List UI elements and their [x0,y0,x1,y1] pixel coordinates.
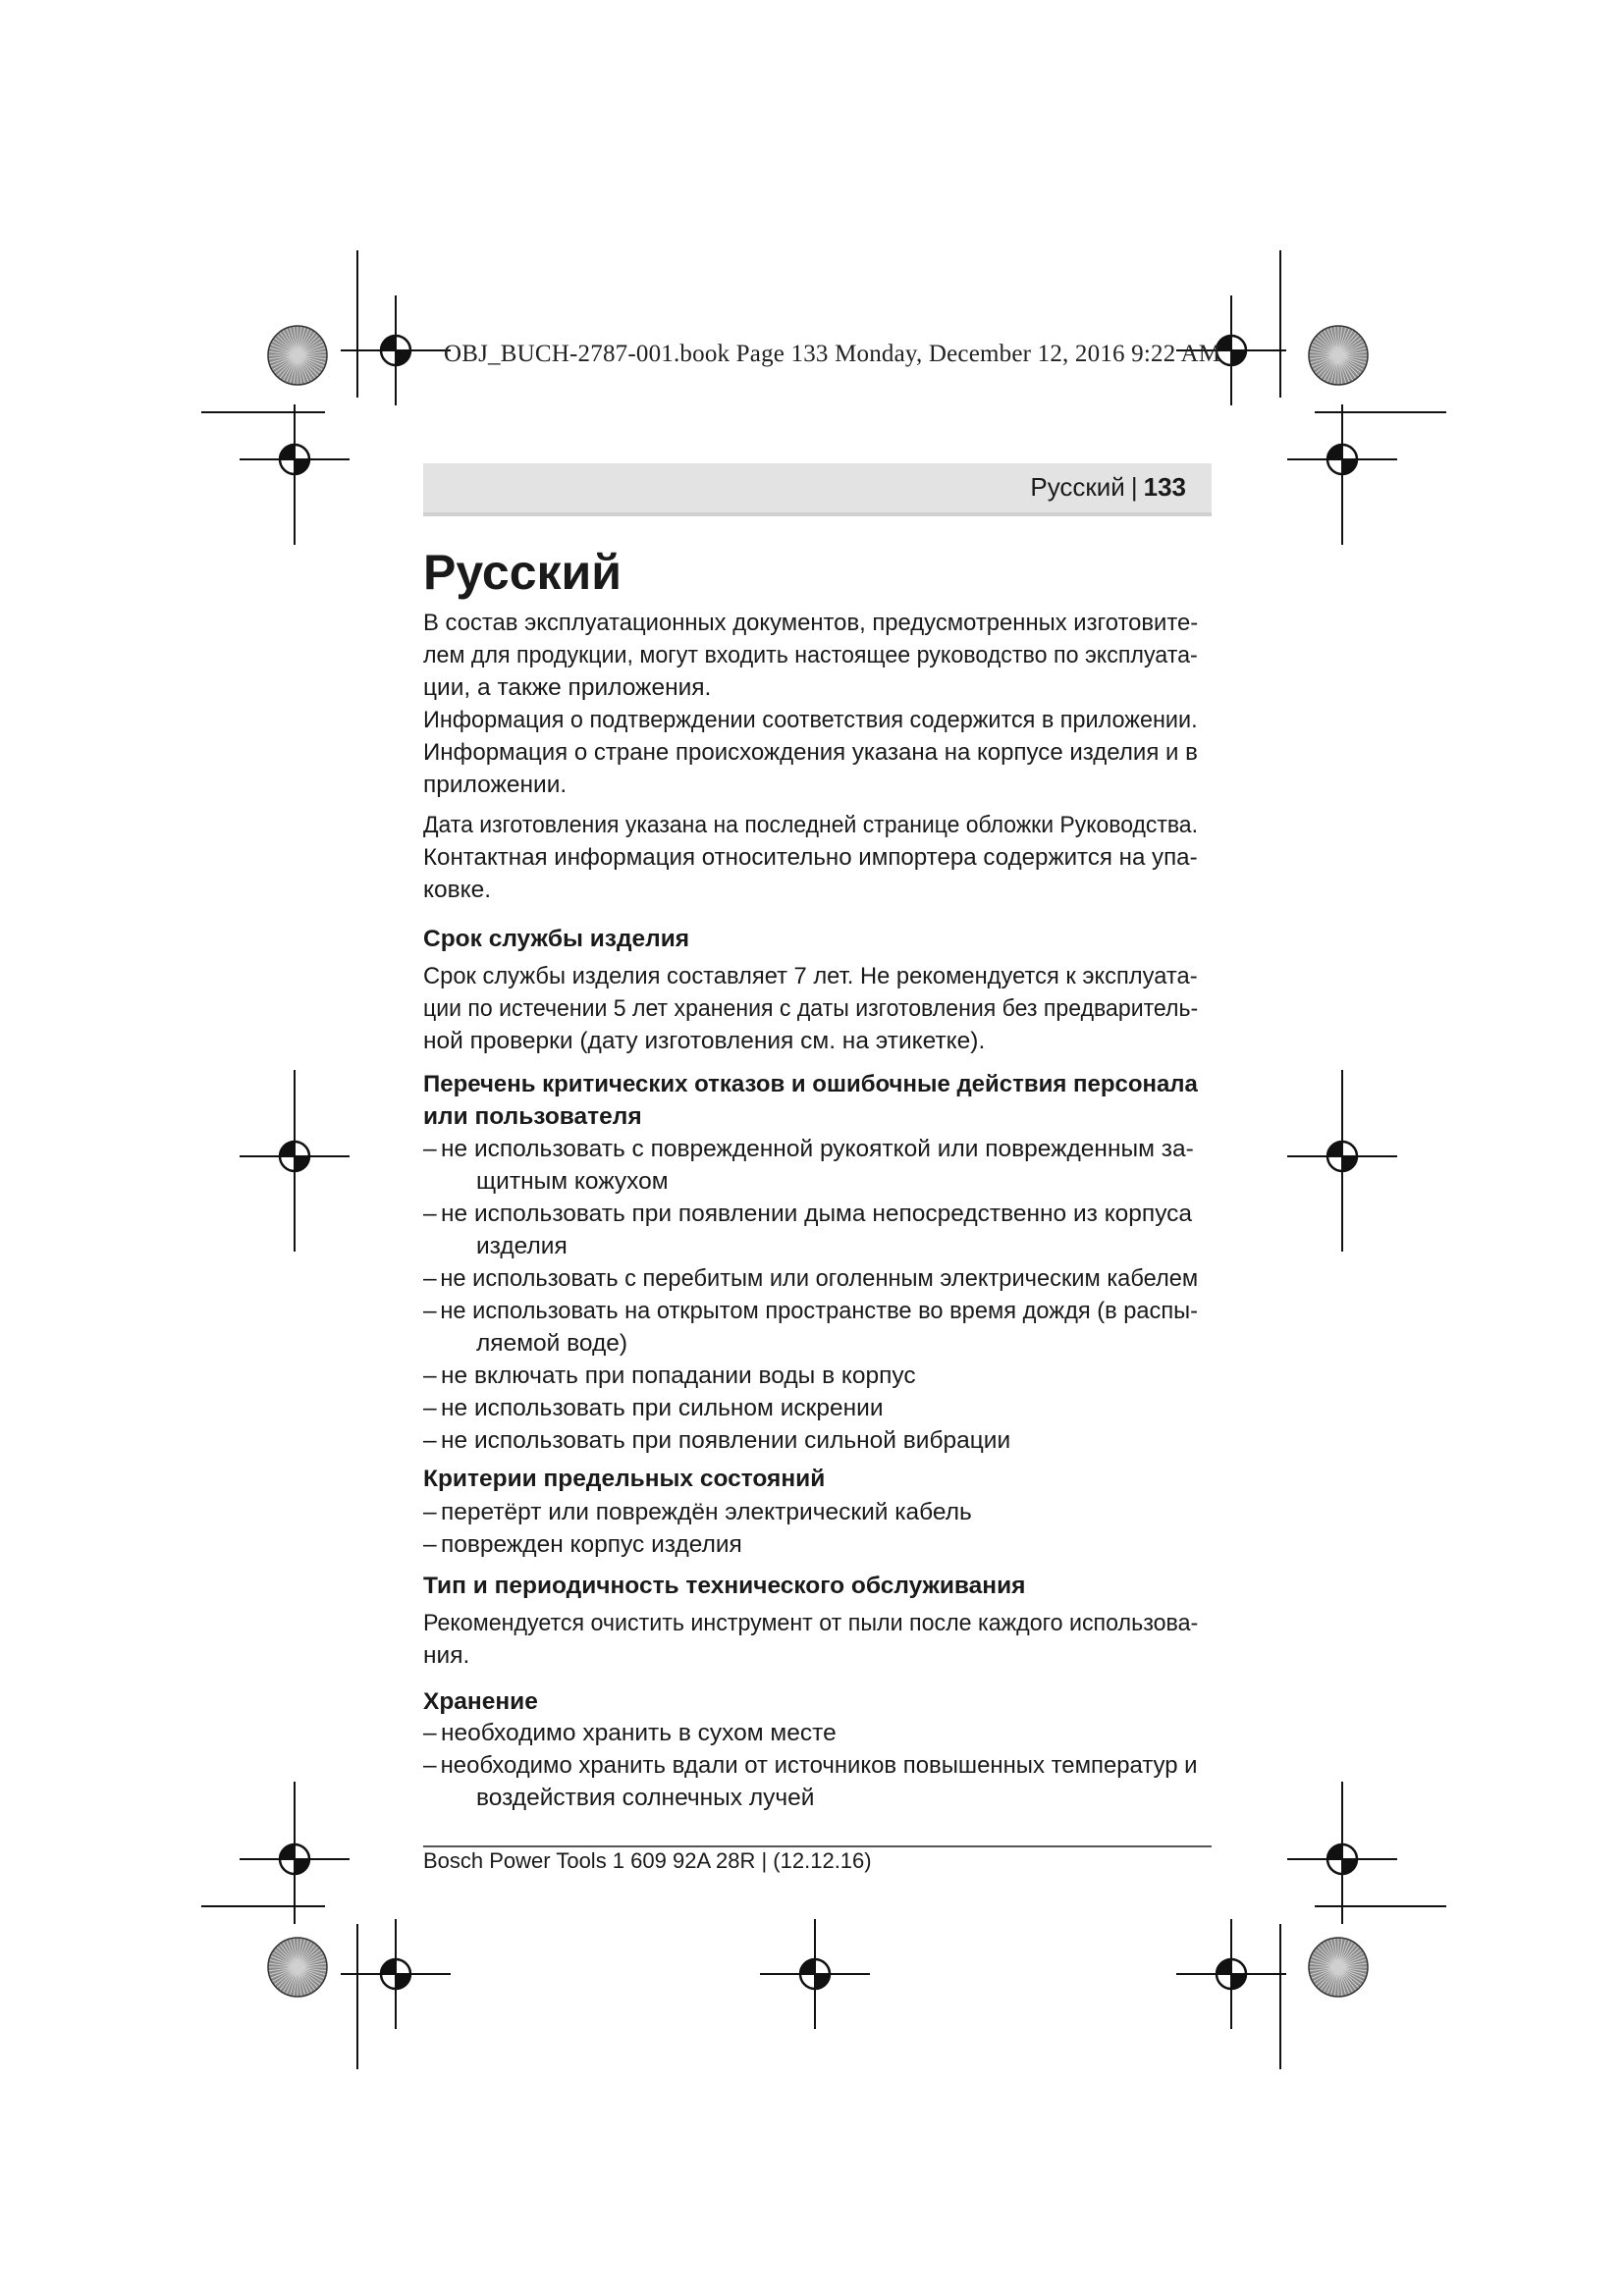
maintenance-heading: Тип и периодичность технического обслуживания [423,1573,1026,1599]
bullet-dash: – [423,1201,437,1227]
list-item [423,1360,1214,1392]
page-number: 133 [1143,472,1186,502]
bullet-text: не использовать при сильном искрении [441,1395,884,1421]
bullet-text: необходимо хранить вдали от источников повышенных температур и [440,1752,1198,1779]
bullet-dash: – [423,1531,437,1558]
header-separator: | [1130,472,1138,502]
bullet-text: не использовать на открытом пространстве во время дождя (в распы- [440,1298,1199,1324]
service-life-paragraph [423,960,1214,1057]
bullet-dash: – [423,1298,437,1324]
heading-line: или пользователя [423,1103,642,1130]
registration-quadrant [280,445,295,459]
intro-paragraph-1 [423,607,1214,801]
footer-rule [423,1845,1212,1847]
limit-states-heading: Критерии предельных состояний [423,1466,826,1492]
registration-quadrant [1342,1156,1357,1171]
list-item [423,1295,1214,1360]
failures-heading [423,1068,1214,1133]
maintenance-paragraph [423,1607,1214,1672]
list-item [423,1424,1214,1457]
page-header-bar [423,463,1212,516]
bullet-text: не включать при попадании воды в корпус [441,1362,916,1389]
bullet-text: не использовать при появлении дыма непосредственно из корпуса [441,1201,1193,1227]
registration-quadrant [1327,1844,1342,1859]
registration-quadrant [280,1844,295,1859]
bullet-dash: – [423,1136,437,1162]
registration-quadrant [1342,459,1357,474]
text-line: ния. [423,1642,470,1669]
header-language: Русский [1030,472,1125,502]
heading-line: Перечень критических отказов и ошибочные действия персонала [423,1071,1198,1097]
text-line: ковке. [423,877,492,903]
registration-quadrant [381,336,396,350]
text-line: Контактная информация относительно импортера содержится на упа- [423,844,1198,871]
bullet-text: перетёрт или повреждён электрический кабель [441,1499,972,1525]
text-line: ции, а также приложения. [423,674,712,701]
registration-quadrant [1217,1959,1231,1974]
list-item [423,1749,1214,1814]
registration-quadrant [396,1974,410,1989]
registration-quadrant [396,350,410,365]
text-line: Дата изготовления указана на последней странице обложки Руководства. [423,812,1198,838]
page-header [1030,472,1186,503]
bullet-text-continued: изделия [476,1233,568,1259]
text-line: ции по истечении 5 лет хранения с даты изготовления без предваритель- [423,995,1199,1022]
registration-quadrant [1231,1974,1246,1989]
bullet-text-continued: ляемой воде) [476,1330,628,1357]
file-slug: OBJ_BUCH-2787-001.book Page 133 Monday, December 12, 2016 9:22 AM [444,341,1221,367]
bullet-dash: – [423,1265,437,1292]
list-item [423,1133,1214,1198]
bullet-dash: – [423,1395,437,1421]
registration-quadrant [1231,350,1246,365]
list-item [423,1496,1214,1528]
registration-quadrant [295,1156,309,1171]
text-line: Срок службы изделия составляет 7 лет. Не рекомендуется к эксплуата- [423,963,1198,989]
bullet-dash: – [423,1427,437,1454]
registration-quadrant [800,1959,815,1974]
list-item [423,1528,1214,1561]
bullet-text: не использовать с перебитым или оголенным электрическим кабелем [440,1265,1199,1292]
text-line: лем для продукции, могут входить настоящее руководство по эксплуата- [423,642,1198,668]
registration-quadrant [1327,1142,1342,1156]
bullet-dash: – [423,1752,437,1779]
registration-quadrant [295,1859,309,1874]
text-line: Информация о стране происхождения указана на корпусе изделия и в [423,739,1198,766]
intro-paragraph-2 [423,809,1214,906]
bullet-text-continued: воздействия солнечных лучей [476,1785,815,1811]
text-line: В состав эксплуатационных документов, предусмотренных изготовите- [423,610,1199,636]
registration-quadrant [815,1974,830,1989]
service-life-heading: Срок службы изделия [423,926,690,952]
text-line: Информация о подтверждении соответствия содержится в приложении. [423,707,1198,733]
bullet-dash: – [423,1362,437,1389]
page-footer: Bosch Power Tools 1 609 92A 28R | (12.12.16) [423,1848,872,1873]
list-item [423,1392,1214,1424]
list-item [423,1198,1214,1262]
bullet-text-continued: щитным кожухом [476,1168,669,1195]
bullet-text: необходимо хранить в сухом месте [441,1720,837,1746]
registration-quadrant [1342,1859,1357,1874]
bullet-text: не использовать с поврежденной рукояткой или поврежденным за- [441,1136,1194,1162]
page-title: Русский [423,545,623,600]
text-line: приложении. [423,772,568,798]
text-line: ной проверки (дату изготовления см. на этикетке). [423,1028,986,1054]
registration-quadrant [381,1959,396,1974]
list-item [423,1717,1214,1749]
list-item [423,1262,1214,1295]
bullet-text: не использовать при появлении сильной вибрации [441,1427,1011,1454]
bullet-text: поврежден корпус изделия [441,1531,742,1558]
registration-quadrant [295,459,309,474]
registration-quadrant [1327,445,1342,459]
bullet-dash: – [423,1499,437,1525]
bullet-dash: – [423,1720,437,1746]
text-line: Рекомендуется очистить инструмент от пыли после каждого использова- [423,1610,1199,1636]
registration-quadrant [280,1142,295,1156]
storage-heading: Хранение [423,1688,538,1715]
